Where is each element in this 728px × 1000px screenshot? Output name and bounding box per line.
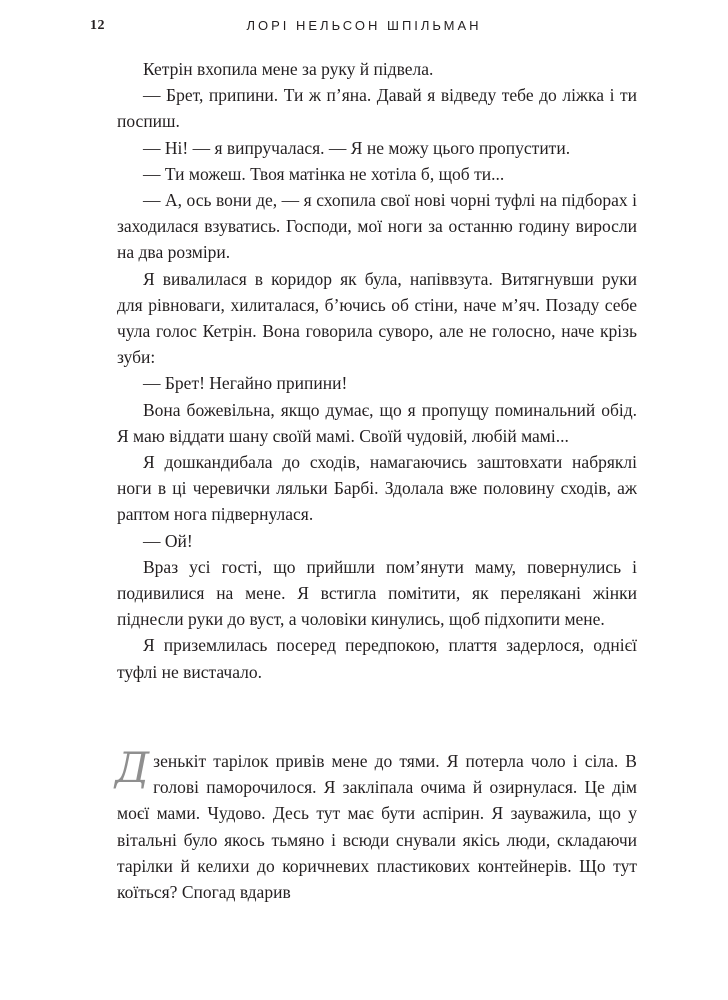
chapter-text-section-1 bbox=[117, 56, 637, 685]
paragraph: Я вивалилася в коридор як була, напіввзута. Витягнувши руки для рівноваги, хилиталася, б’ючись об стіни, наче м’яч. Позаду себе чула голос Кетрін. Вона говорила суворо, але не голосно, наче крізь зуби: bbox=[117, 268, 637, 368]
paragraph: — Ти можеш. Твоя матінка не хотіла б, щоб ти... bbox=[143, 163, 505, 184]
paragraph: — Брет, припини. Ти ж п’яна. Давай я відведу тебе до ліжка і ти поспиш. bbox=[117, 85, 637, 132]
section-opening-paragraph bbox=[115, 743, 637, 905]
paragraph: — Ой! bbox=[143, 530, 193, 551]
paragraph: Я приземлилась посеред передпокою, плаття задерлося, однієї туфлі не вистачало. bbox=[117, 635, 637, 682]
paragraph: — Ні! — я випручалася. — Я не можу цього пропустити. bbox=[143, 137, 571, 158]
paragraph: — А, ось вони де, — я схопила свої нові чорні туфлі на підборах і заходилася взуватись. Господи, мої ноги за останню годину виросли на два розміри. bbox=[117, 190, 637, 263]
running-header-title: ЛОРІ НЕЛЬСОН ШПІЛЬМАН bbox=[246, 18, 482, 33]
paragraph: Вона божевільна, якщо думає, що я пропущу поминальний обід. Я маю віддати шану своїй мамі. Своїй чудовій, любій мамі... bbox=[117, 399, 637, 446]
chapter-text-section-2 bbox=[115, 743, 637, 905]
paragraph: Враз усі гості, що прийшли пом’янути маму, повернулись і подивилися на мене. Я встигла помітити, як перелякані жінки піднесли руки до вуст, а чоловіки кинулись, щоб підхопити мене. bbox=[117, 556, 637, 630]
paragraph: Я дошкандибала до сходів, намагаючись заштовхати набряклі ноги в ці черевички ляльки Барбі. Здолала вже половину сходів, аж раптом нога підвернулася. bbox=[117, 452, 637, 525]
page-number: 12 bbox=[90, 18, 105, 33]
paragraph-text: зенькіт тарілок привів мене до тями. Я потерла чоло і сіла. В голові паморочилося. Я заклiпала очима й озирнулася. Це дім моєї мами. Чудово. Десь тут має бути аспірин. Я зауважила, що у вітальні було якось тьмяно і всюди снували якісь люди, складаючи тарілки й келихи до коричневих пластикових контейнерів. Що тут коїться? Спогад вдарив bbox=[117, 751, 637, 903]
drop-cap: Д bbox=[115, 743, 150, 792]
paragraph: Кетрін вхопила мене за руку й підвела. bbox=[143, 59, 434, 79]
paragraph: — Брет! Негайно припини! bbox=[143, 373, 348, 394]
